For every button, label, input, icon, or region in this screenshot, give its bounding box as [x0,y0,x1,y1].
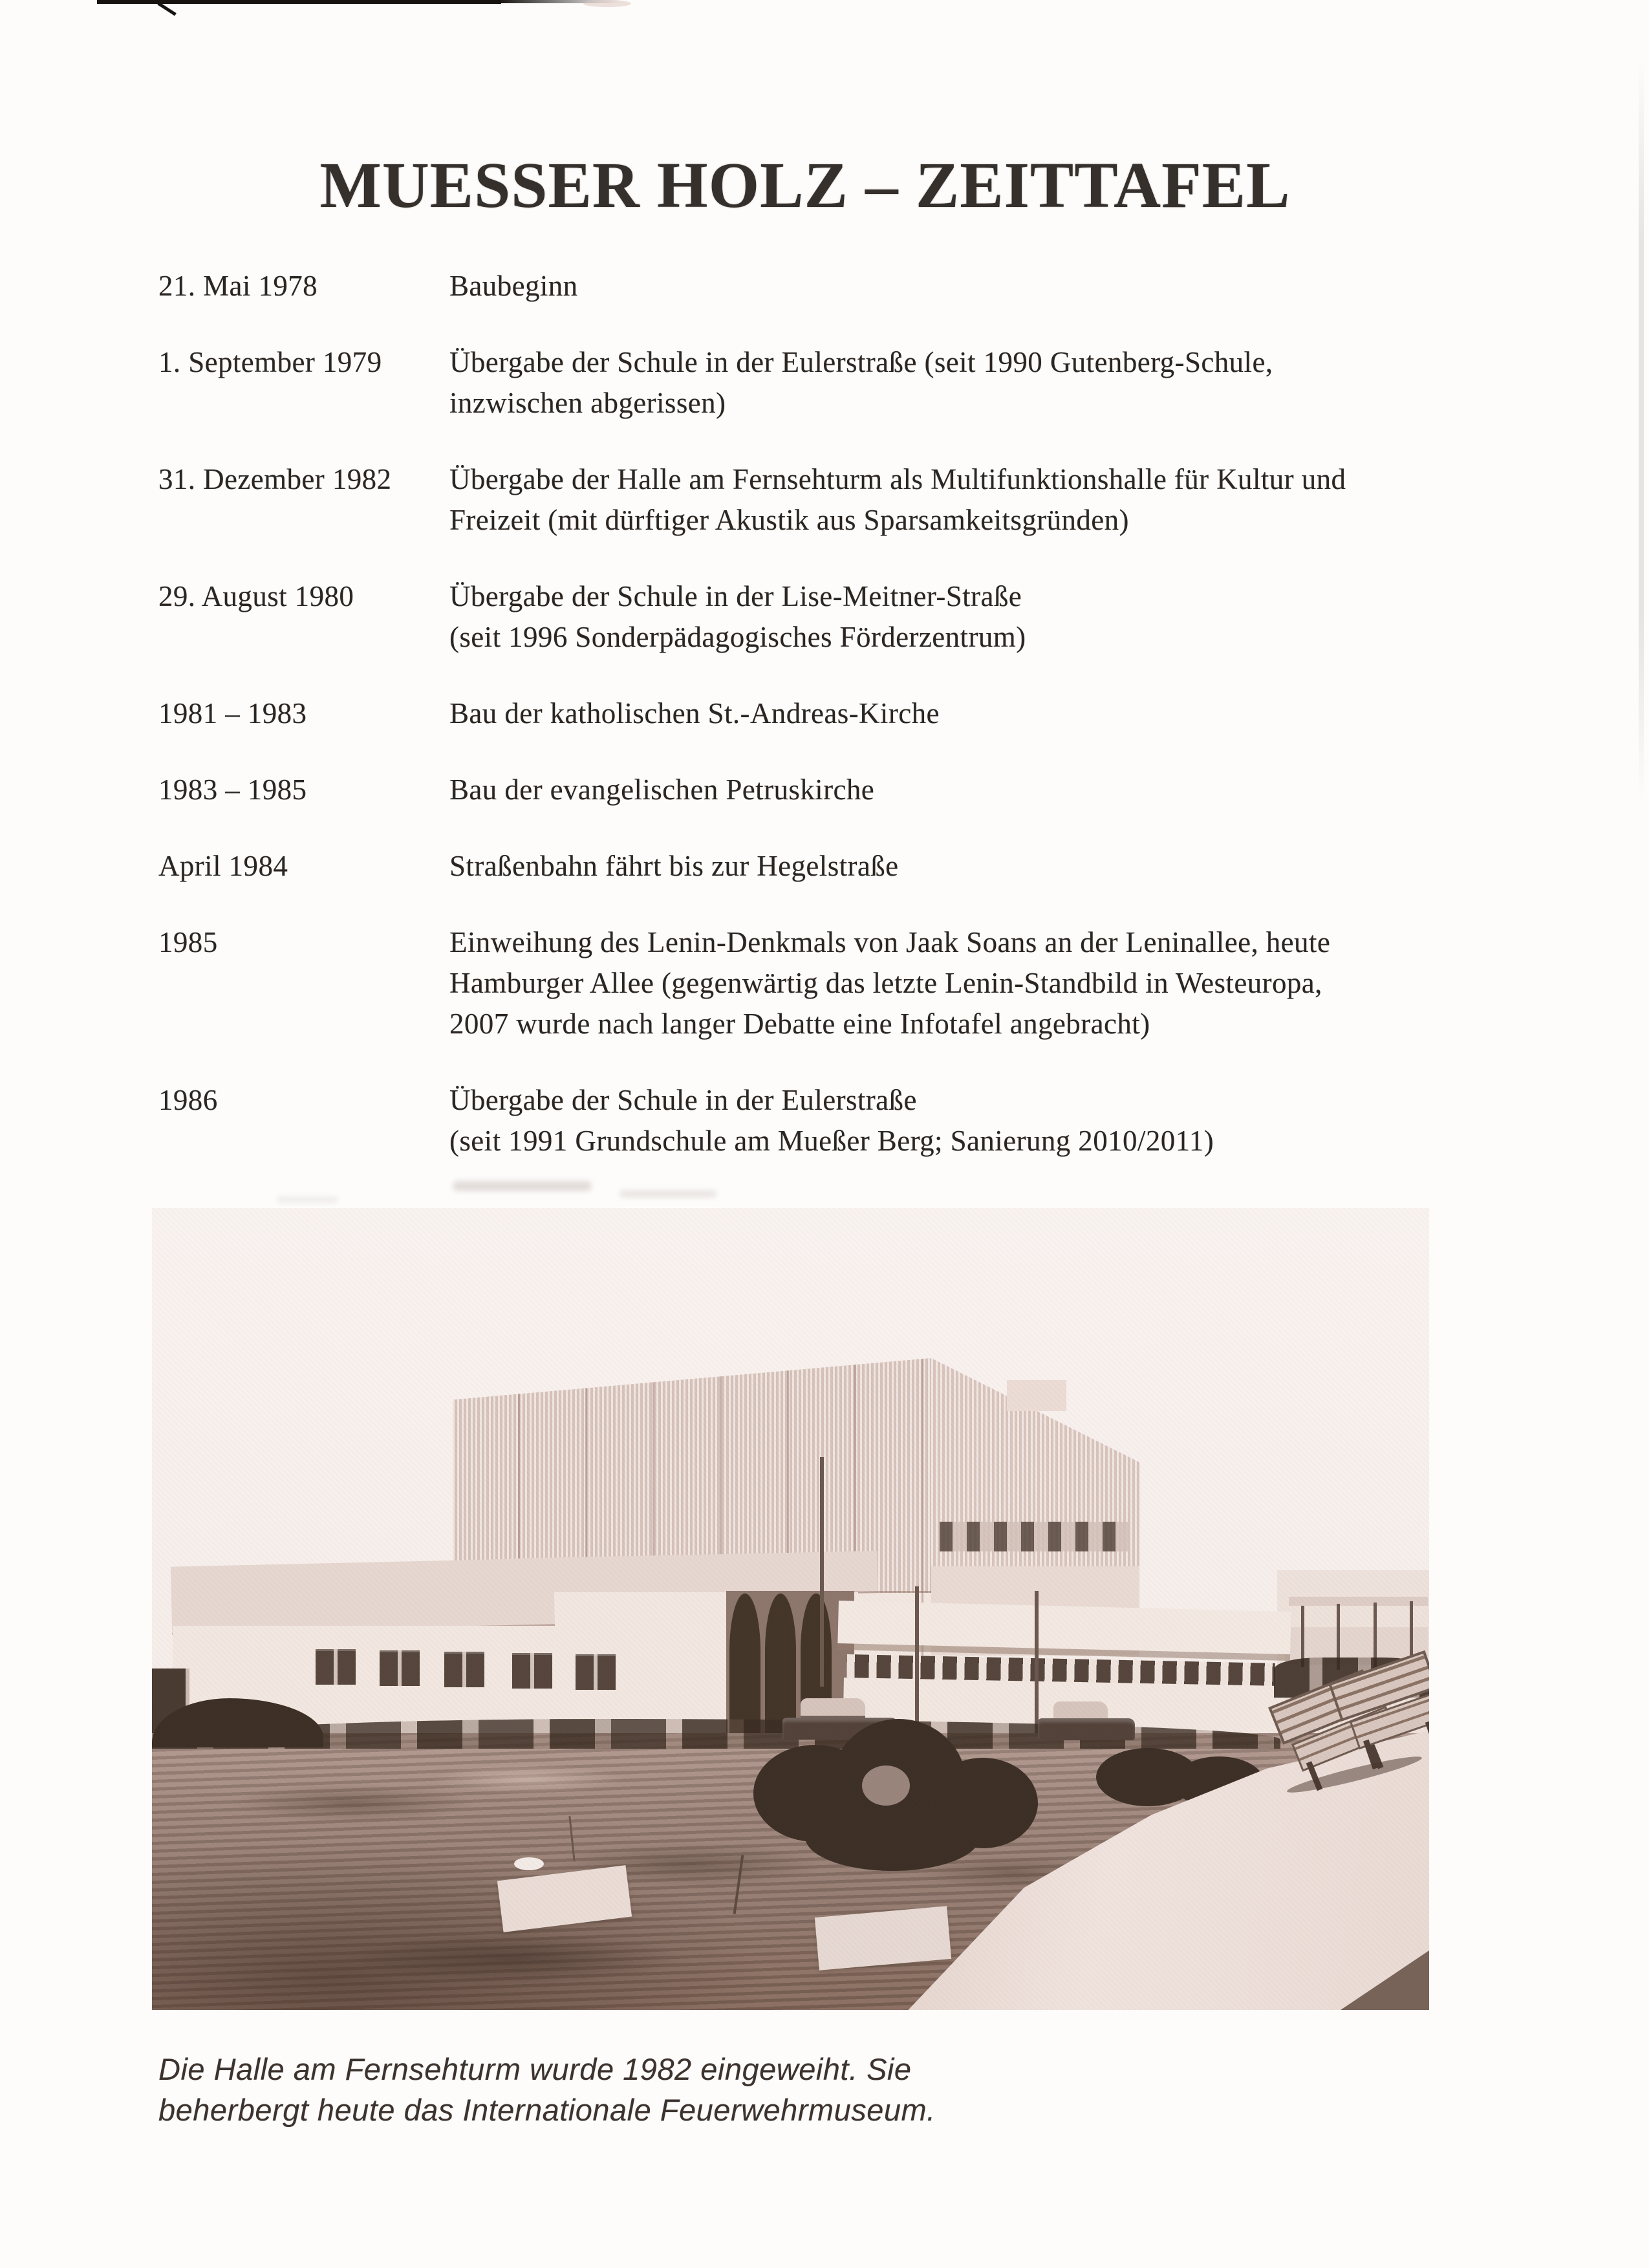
timeline-description [449,1080,1471,1161]
timeline-date: 29. August 1980 [158,580,354,612]
timeline [158,266,1491,1197]
timeline-row [158,770,1491,810]
timeline-row [158,1080,1491,1161]
timeline-description-line: Übergabe der Schule in der Eulerstraße [449,1084,917,1116]
page-title: MUESSER HOLZ – ZEITTAFEL [319,149,1291,221]
scan-smudge-top [583,0,631,7]
timeline-date: 1986 [158,1084,218,1116]
photo-grain-overlay [152,1208,1429,2010]
timeline-description [449,922,1471,1044]
timeline-description-line: inzwischen abgerissen) [449,387,726,419]
timeline-description-line: 2007 wurde nach langer Debatte eine Infotafel angebracht) [449,1008,1150,1040]
scan-smudge [277,1196,338,1203]
timeline-date: April 1984 [158,850,288,882]
timeline-description-line: Übergabe der Schule in der Eulerstraße (seit 1990 Gutenberg-Schule, [449,346,1273,378]
timeline-description [449,693,1471,734]
photo-caption-line: beherbergt heute das Internationale Feuerwehrmuseum. [158,2093,936,2127]
photo-halle-am-fernsehturm [152,1208,1429,2010]
timeline-date: 1. September 1979 [158,346,382,378]
timeline-date: 1983 – 1985 [158,773,307,806]
timeline-description [449,266,1471,307]
timeline-description [449,342,1471,424]
photo-caption-line: Die Halle am Fernsehturm wurde 1982 eingeweiht. Sie [158,2052,912,2086]
timeline-description [449,770,1471,810]
timeline-description-line: Hamburger Allee (gegenwärtig das letzte Lenin-Standbild in Westeuropa, [449,967,1322,999]
timeline-description-line: Bau der evangelischen Petruskirche [449,773,875,806]
timeline-description-line: Baubeginn [449,270,578,302]
timeline-date: 31. Dezember 1982 [158,463,392,495]
timeline-date: 1985 [158,926,218,958]
timeline-description-line: Übergabe der Schule in der Lise-Meitner-Straße [449,580,1022,612]
timeline-date: 1981 – 1983 [158,697,307,729]
scan-edge-streak [1639,58,1644,802]
photo-caption [158,2049,1258,2130]
timeline-description-line: Bau der katholischen St.-Andreas-Kirche [449,697,940,729]
timeline-description [449,576,1471,658]
timeline-description [449,459,1471,541]
timeline-row [158,693,1491,734]
scan-scratch-tick [157,2,177,16]
timeline-row [158,266,1491,307]
timeline-row [158,342,1491,424]
timeline-description-line: (seit 1996 Sonderpädagogisches Förderzentrum) [449,621,1026,653]
timeline-description-line: (seit 1991 Grundschule am Mueßer Berg; Sanierung 2010/2011) [449,1125,1214,1157]
timeline-row [158,459,1491,541]
timeline-description-line: Freizeit (mit dürftiger Akustik aus Sparsamkeitsgründen) [449,504,1129,536]
timeline-description [449,846,1471,887]
timeline-row [158,922,1491,1044]
timeline-date: 21. Mai 1978 [158,270,318,302]
timeline-description-line: Straßenbahn fährt bis zur Hegelstraße [449,850,899,882]
timeline-row [158,846,1491,887]
timeline-description-line: Übergabe der Halle am Fernsehturm als Multifunktionshalle für Kultur und [449,463,1346,495]
timeline-description-line: Einweihung des Lenin-Denkmals von Jaak Soans an der Leninallee, heute [449,926,1331,958]
timeline-row [158,576,1491,658]
